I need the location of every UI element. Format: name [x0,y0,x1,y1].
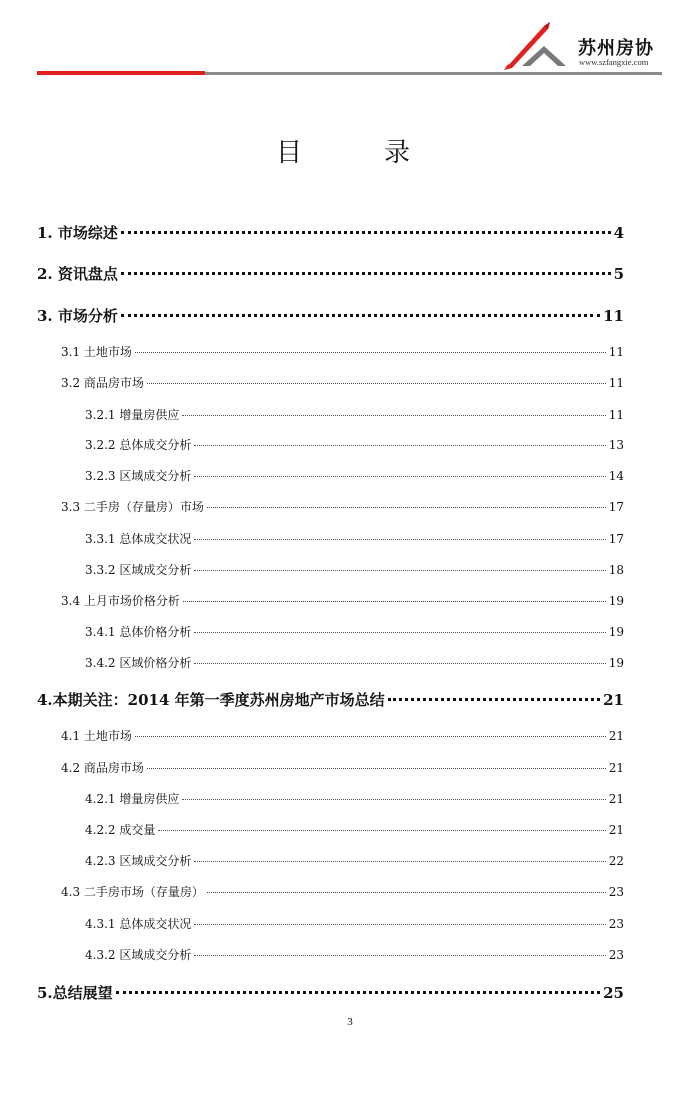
toc-entry-label: 1. 市场综述 [37,224,118,242]
toc-dot-leader [182,415,605,416]
toc-entry-level-3[interactable] [85,946,624,963]
toc-entry-label: 4.1 土地市场 [61,729,132,743]
toc-dot-leader [194,955,605,956]
page-header [0,0,700,80]
toc-entry-level-2[interactable] [61,498,624,515]
toc-entry-page: 25 [603,984,624,1002]
toc-entry-level-3[interactable] [85,821,624,838]
toc-entry-page: 5 [613,265,624,283]
toc-entry-page: 23 [608,885,624,899]
toc-entry-level-3[interactable] [85,915,624,932]
toc-entry-label: 3.2 商品房市场 [61,376,144,390]
toc-entry-page: 23 [608,948,624,962]
toc-entry-level-1[interactable] [37,689,624,710]
toc-entry-level-2[interactable] [61,727,624,744]
toc-entry-page: 11 [603,307,624,325]
toc-dot-leader [194,924,605,925]
logo-url: www.szfangxie.com [579,57,649,67]
toc-entry-page: 21 [608,792,624,806]
toc-entry-level-3[interactable] [85,654,624,671]
toc-dot-leader [194,476,605,477]
toc-entry-level-3[interactable] [85,467,624,484]
toc-entry-label: 3.3.2 区域成交分析 [85,563,192,577]
toc-dot-leader [194,539,605,540]
title-char-2: 录 [384,138,411,168]
toc-entry-label: 4.3.2 区域成交分析 [85,948,192,962]
toc-dot-leader [182,799,605,800]
toc-entry-level-3[interactable] [85,790,624,807]
toc-entry-level-1[interactable] [37,305,624,326]
toc-entry-label: 3.2.1 增量房供应 [85,408,180,422]
toc-entry-label: 5.总结展望 [37,984,113,1002]
toc-entry-level-1[interactable] [37,263,624,284]
toc-entry-level-2[interactable] [61,883,624,900]
toc-entry-label: 3.2.3 区域成交分析 [85,469,192,483]
toc-entry-page: 19 [608,625,624,639]
toc-entry-page: 21 [608,729,624,743]
toc-dot-leader [194,445,605,446]
toc-entry-page: 11 [608,408,624,422]
toc-entry-page: 23 [608,917,624,931]
toc-entry-page: 19 [608,656,624,670]
toc-dot-leader [183,601,606,602]
toc-entry-page: 22 [608,854,624,868]
toc-entry-level-3[interactable] [85,623,624,640]
toc-dot-leader [194,663,605,664]
toc-entry-label: 3.3 二手房（存量房）市场 [61,500,204,514]
toc-dot-leader [388,698,600,701]
toc-entry-label: 4.2.1 增量房供应 [85,792,180,806]
toc-dot-leader [207,507,606,508]
toc-dot-leader [194,861,605,862]
header-rule-red [37,71,205,75]
toc-entry-page: 17 [608,532,624,546]
toc-entry-label: 4.2.2 成交量 [85,823,156,837]
toc-entry-page: 11 [608,345,624,359]
toc-entry-label: 3.3.1 总体成交状况 [85,532,192,546]
toc-entry-level-2[interactable] [61,759,624,776]
association-logo [500,20,665,70]
toc-dot-leader [121,231,611,234]
toc-entry-level-2[interactable] [61,343,624,360]
toc-entry-label: 3.4 上月市场价格分析 [61,594,180,608]
toc-entry-label: 3.1 土地市场 [61,345,132,359]
toc-entry-level-3[interactable] [85,436,624,453]
toc-entry-label: 4.2 商品房市场 [61,761,144,775]
toc-entry-page: 17 [608,500,624,514]
toc-dot-leader [135,736,606,737]
toc-entry-label: 4.本期关注：2014 年第一季度苏州房地产市场总结 [37,691,385,709]
toc-dot-leader [158,830,605,831]
toc-entry-page: 13 [608,438,624,452]
toc-entry-label: 4.2.3 区域成交分析 [85,854,192,868]
toc-entry-page: 21 [603,691,624,709]
toc-dot-leader [135,352,606,353]
toc-entry-label: 3.4.1 总体价格分析 [85,625,192,639]
toc-entry-level-3[interactable] [85,406,624,423]
toc-entry-level-1[interactable] [37,222,624,243]
toc-entry-page: 4 [613,224,624,242]
toc-entry-label: 3. 市场分析 [37,307,118,325]
toc-entry-label: 4.3 二手房市场（存量房） [61,885,204,899]
toc-entry-level-2[interactable] [61,592,624,609]
toc-dot-leader [116,991,600,994]
toc-entry-page: 18 [608,563,624,577]
toc-entry-level-3[interactable] [85,530,624,547]
header-rule-gray [205,72,662,75]
page-number: 3 [347,1016,353,1028]
title-char-1: 目 [276,138,303,168]
toc-entry-level-3[interactable] [85,561,624,578]
toc-dot-leader [147,768,606,769]
toc-entry-label: 3.2.2 总体成交分析 [85,438,192,452]
logo-name: 苏州房协 [578,38,654,59]
toc-dot-leader [194,570,605,571]
toc-dot-leader [207,892,606,893]
toc-entry-level-1[interactable] [37,982,624,1003]
toc-entry-page: 19 [608,594,624,608]
toc-entry-page: 14 [608,469,624,483]
toc-entry-level-3[interactable] [85,852,624,869]
toc-entry-label: 4.3.1 总体成交状况 [85,917,192,931]
house-pen-logo-icon [500,20,580,70]
toc-dot-leader [194,632,605,633]
toc-dot-leader [121,272,611,275]
toc-entry-label: 3.4.2 区域价格分析 [85,656,192,670]
toc-entry-page: 11 [608,376,624,390]
toc-entry-page: 21 [608,761,624,775]
toc-entry-label: 2. 资讯盘点 [37,265,118,283]
toc-dot-leader [121,314,600,317]
toc-entry-level-2[interactable] [61,374,624,391]
toc-dot-leader [147,383,606,384]
toc-entry-page: 21 [608,823,624,837]
